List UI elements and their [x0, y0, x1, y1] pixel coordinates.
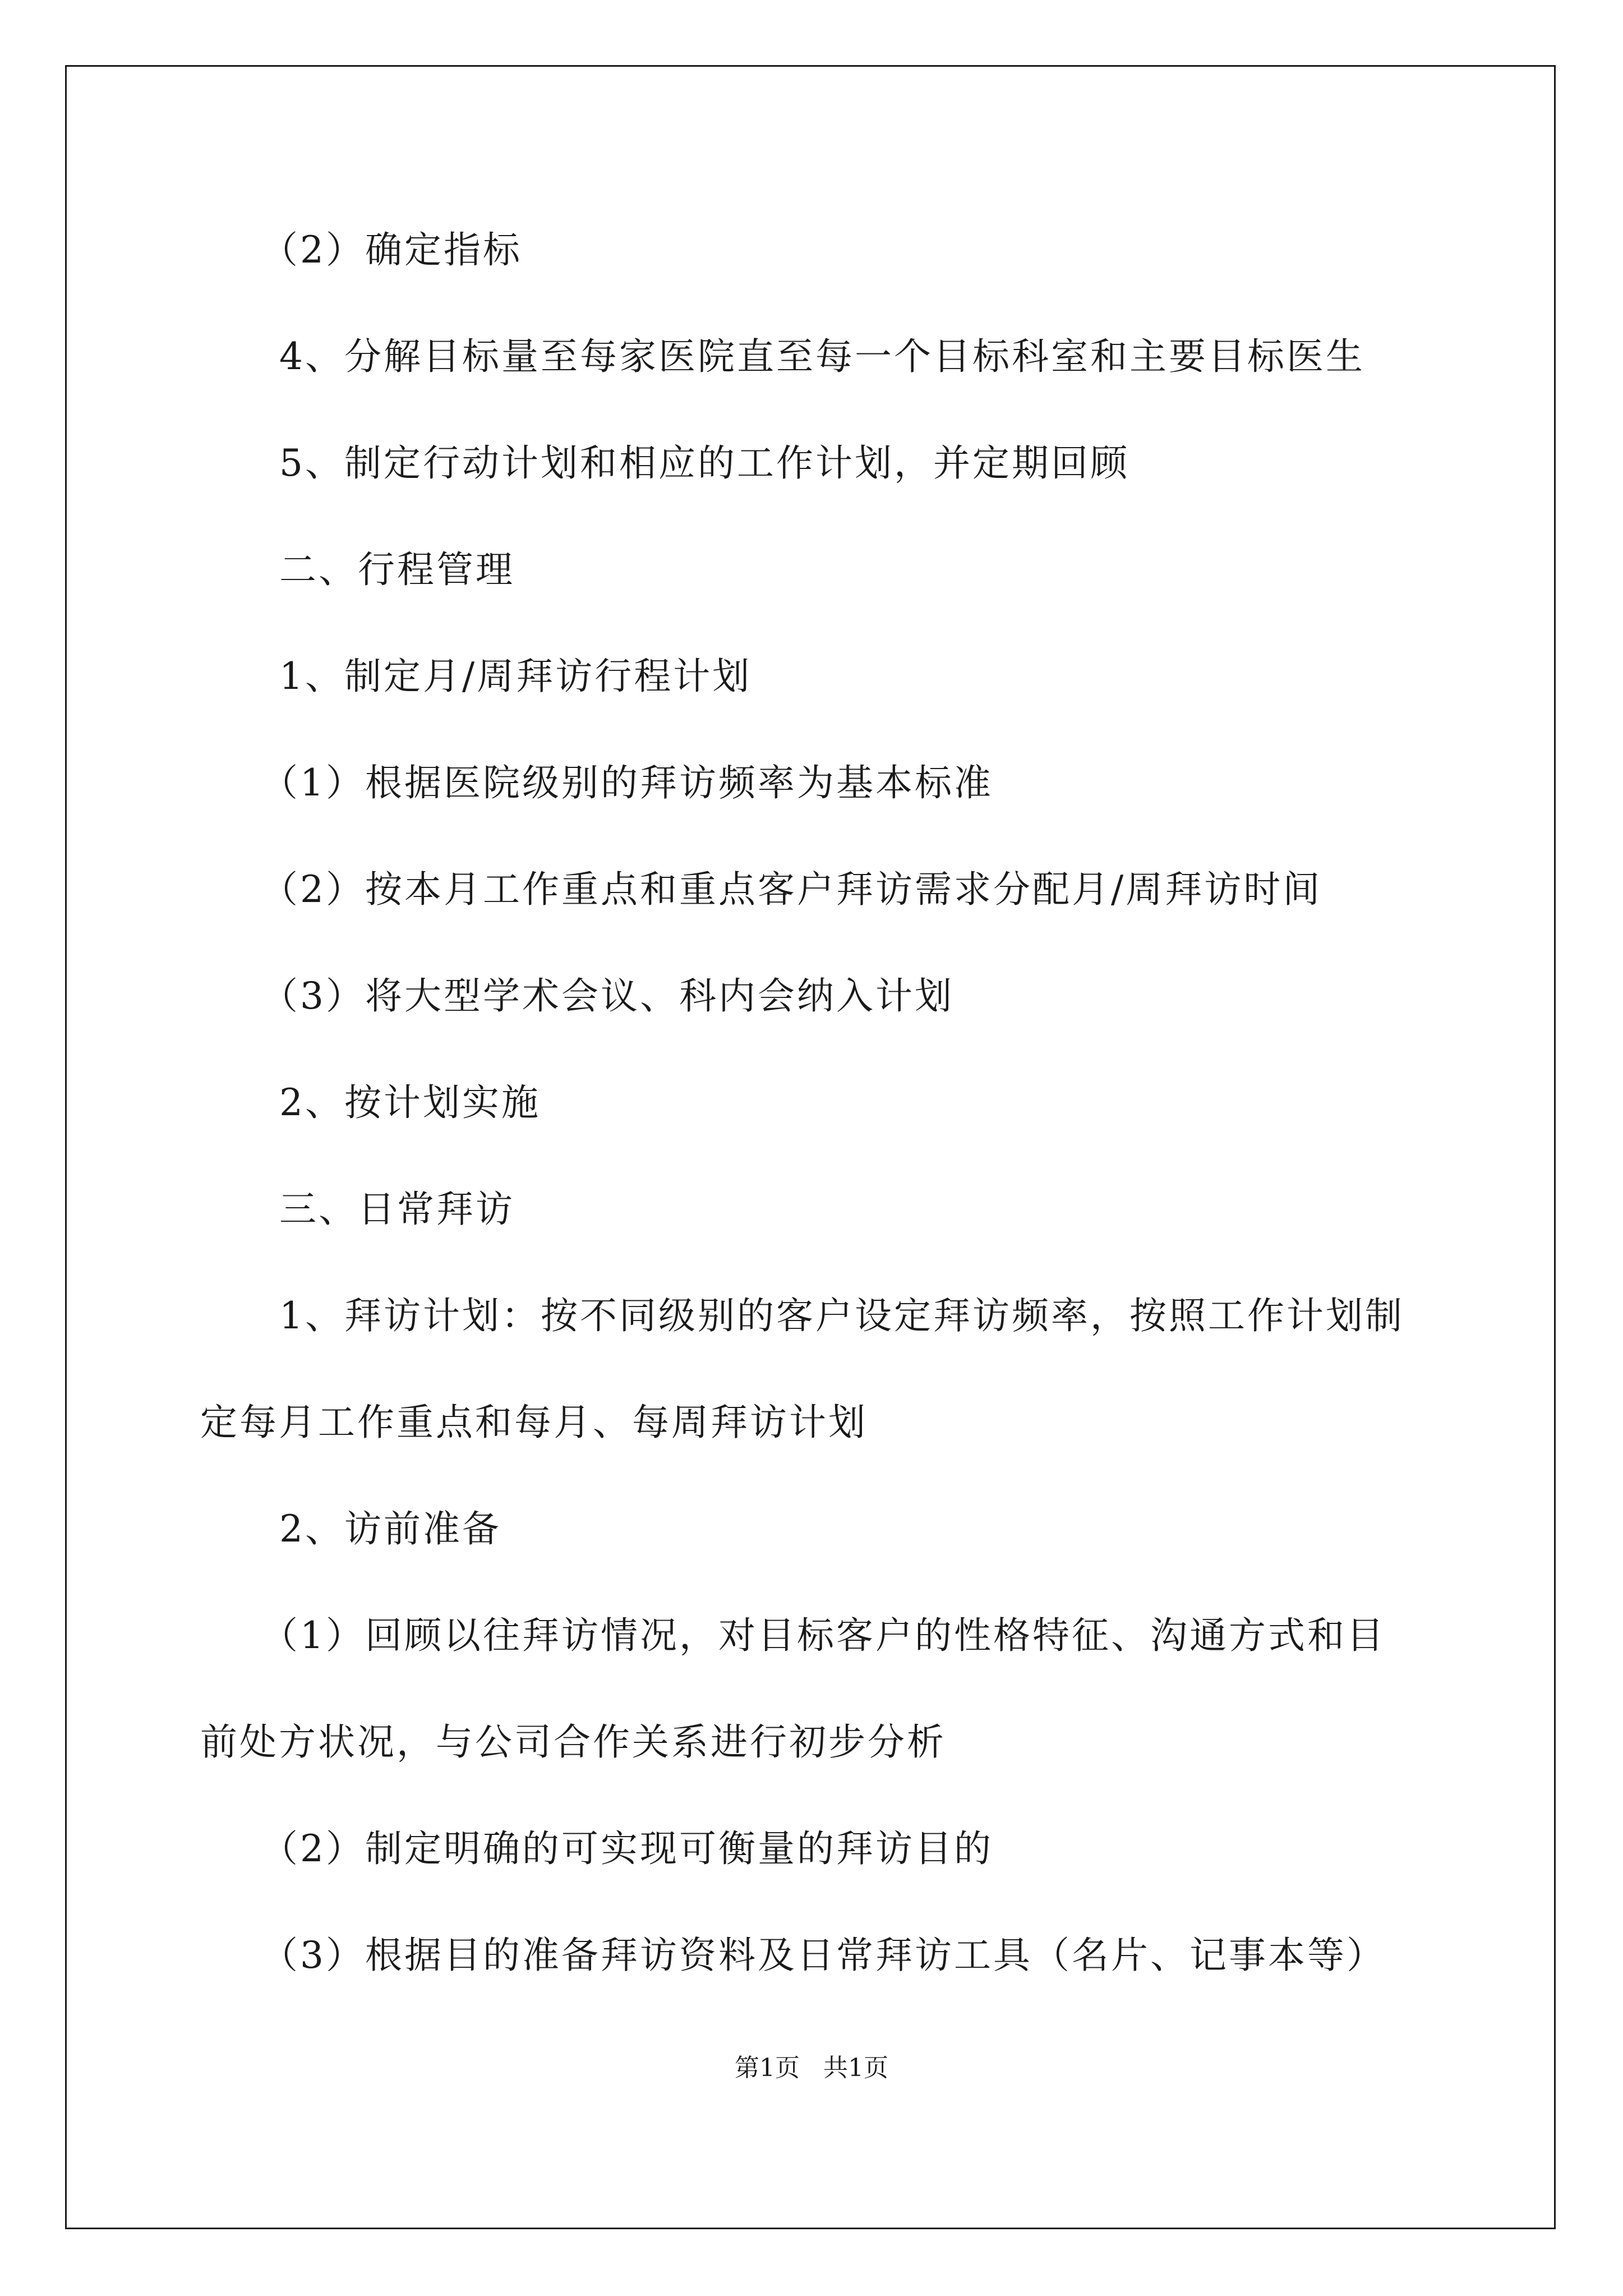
text-line: 5、制定行动计划和相应的工作计划，并定期回顾	[279, 441, 1129, 485]
text-line: （2）按本月工作重点和重点客户拜访需求分配月/周拜访时间	[261, 868, 1322, 911]
text-line: （1）根据医院级别的拜访频率为基本标准	[261, 761, 993, 804]
text-line: 4、分解目标量至每家医院直至每一个目标科室和主要目标医生	[279, 335, 1365, 378]
text-line: 定每月工作重点和每月、每周拜访计划	[200, 1401, 868, 1444]
text-line: 前处方状况，与公司合作关系进行初步分析	[200, 1720, 946, 1764]
text-line: （2）制定明确的可实现可衡量的拜访目的	[261, 1827, 993, 1870]
text-line: （1）回顾以往拜访情况，对目标客户的性格特征、沟通方式和目	[261, 1614, 1386, 1657]
text-line: 2、按计划实施	[279, 1081, 541, 1124]
text-line: （3）将大型学术会议、科内会纳入计划	[261, 974, 954, 1018]
text-line: 2、访前准备	[279, 1507, 501, 1550]
text-line: 1、拜访计划：按不同级别的客户设定拜访频率，按照工作计划制	[279, 1294, 1404, 1337]
text-line: （2）确定指标	[261, 228, 522, 272]
text-line: （3）根据目的准备拜访资料及日常拜访工具（名片、记事本等）	[261, 1934, 1386, 1977]
page-footer: 第1页 共1页	[735, 2054, 888, 2082]
section-heading: 二、行程管理	[279, 548, 515, 591]
text-line: 1、制定月/周拜访行程计划	[279, 655, 752, 698]
section-heading: 三、日常拜访	[279, 1188, 515, 1231]
